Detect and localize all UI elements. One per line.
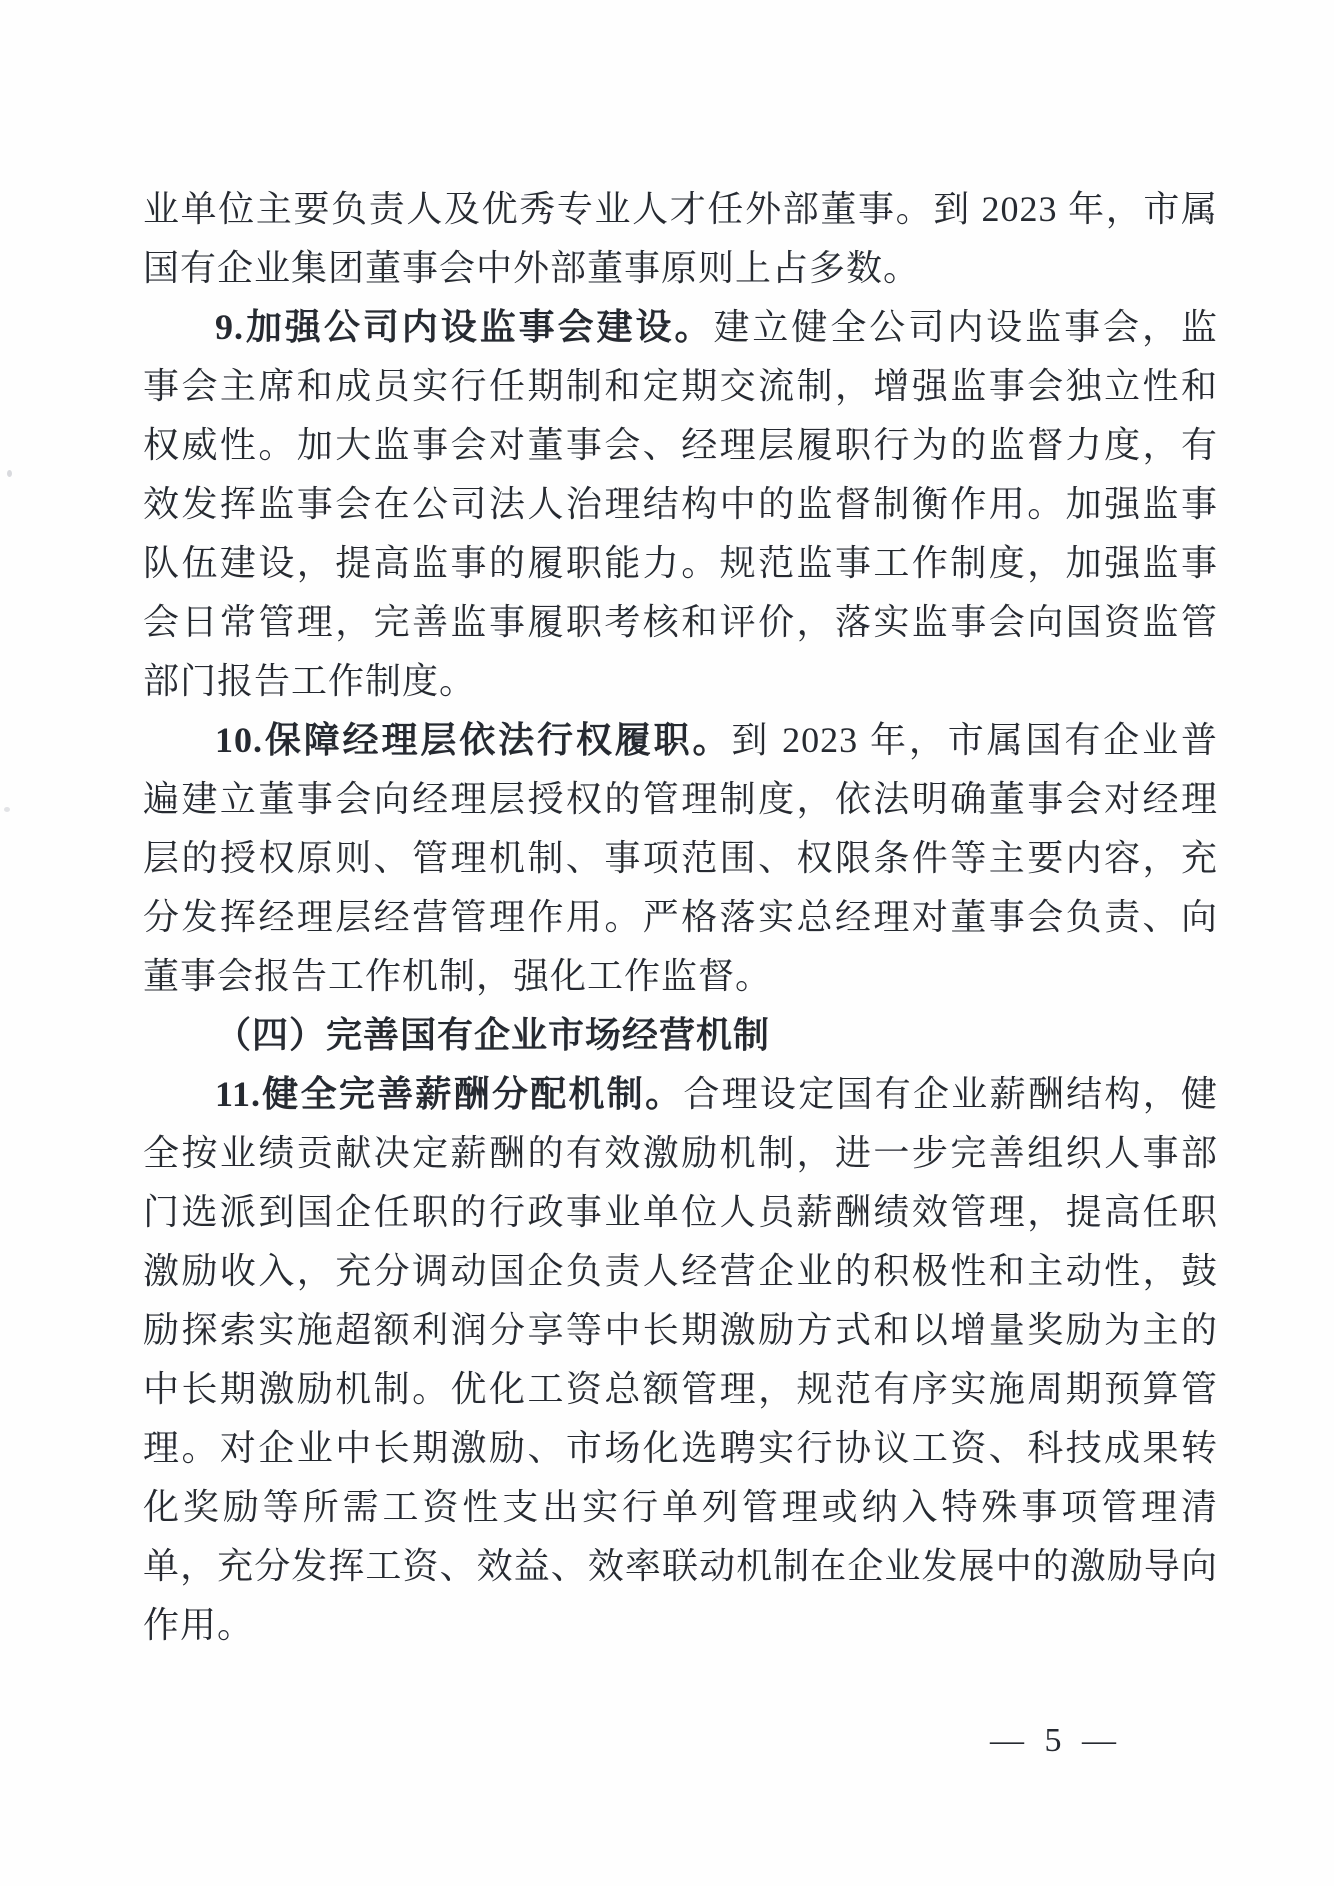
heading-text: （四）完善国有企业市场经营机制 (215, 1015, 771, 1055)
scan-artifact (4, 807, 10, 812)
heading-text: 11.健全完善薪酬分配机制。 (215, 1074, 684, 1114)
document-line (143, 475, 1218, 534)
document-line (143, 1124, 1218, 1183)
document-line (143, 711, 1218, 770)
body-text: 合理设定国有企业薪酬结构，健 (683, 1074, 1218, 1114)
body-text: 效发挥监事会在公司法人治理结构中的监督制衡作用。加强监事 (143, 484, 1218, 524)
body-text: 全按业绩贡献决定薪酬的有效激励机制，进一步完善组织人事部 (143, 1133, 1218, 1173)
body-text: 励探索实施超额利润分享等中长期激励方式和以增量奖励为主的 (143, 1310, 1218, 1350)
body-text: 董事会报告工作机制，强化工作监督。 (143, 956, 773, 996)
body-text: 业单位主要负责人及优秀专业人才任外部董事。到 2023 年，市属 (143, 189, 1218, 229)
body-text: 层的授权原则、管理机制、事项范围、权限条件等主要内容，充 (143, 838, 1218, 878)
body-text: 遍建立董事会向经理层授权的管理制度，依法明确董事会对经理 (143, 779, 1218, 819)
body-text: 事会主席和成员实行任期制和定期交流制，增强监事会独立性和 (143, 366, 1218, 406)
page-number: — 5 — (990, 1722, 1122, 1759)
document-line (143, 770, 1218, 829)
document-line (143, 1419, 1218, 1478)
body-text: 中长期激励机制。优化工资总额管理，规范有序实施周期预算管 (143, 1369, 1218, 1409)
body-text: 作用。 (143, 1605, 255, 1645)
body-text: 理。对企业中长期激励、市场化选聘实行协议工资、科技成果转 (143, 1428, 1218, 1468)
body-text: 门选派到国企任职的行政事业单位人员薪酬绩效管理，提高任职 (143, 1192, 1218, 1232)
document-line (143, 416, 1218, 475)
document-line (143, 652, 1218, 711)
body-text: 到 2023 年，市属国有企业普 (731, 720, 1218, 760)
body-text: 国有企业集团董事会中外部董事原则上占多数。 (143, 248, 921, 288)
document-line (143, 1242, 1218, 1301)
document-line (143, 1360, 1218, 1419)
heading-text: 10.保障经理层依法行权履职。 (215, 720, 732, 760)
heading-text: 9.加强公司内设监事会建设。 (215, 307, 714, 347)
document-body (143, 180, 1218, 1655)
document-line (143, 239, 1218, 298)
document-line (143, 534, 1218, 593)
document-line (143, 1537, 1218, 1596)
document-line (143, 1301, 1218, 1360)
document-line (143, 829, 1218, 888)
body-text: 部门报告工作制度。 (143, 661, 477, 701)
document-line (143, 1065, 1218, 1124)
body-text: 会日常管理，完善监事履职考核和评价，落实监事会向国资监管 (143, 602, 1218, 642)
document-line (143, 888, 1218, 947)
body-text: 单，充分发挥工资、效益、效率联动机制在企业发展中的激励导向 (143, 1546, 1218, 1586)
body-text: 建立健全公司内设监事会，监 (713, 307, 1218, 347)
scan-artifact (7, 470, 12, 477)
document-line (143, 1183, 1218, 1242)
body-text: 队伍建设，提高监事的履职能力。规范监事工作制度，加强监事 (143, 543, 1218, 583)
document-line (143, 180, 1218, 239)
body-text: 分发挥经理层经营管理作用。严格落实总经理对董事会负责、向 (143, 897, 1218, 937)
body-text: 化奖励等所需工资性支出实行单列管理或纳入特殊事项管理清 (143, 1487, 1218, 1527)
document-line (143, 357, 1218, 416)
body-text: 权威性。加大监事会对董事会、经理层履职行为的监督力度，有 (143, 425, 1218, 465)
document-line (143, 298, 1218, 357)
document-line (143, 1006, 1218, 1065)
document-line (143, 1596, 1218, 1655)
document-line (143, 947, 1218, 1006)
document-line (143, 1478, 1218, 1537)
body-text: 激励收入，充分调动国企负责人经营企业的积极性和主动性，鼓 (143, 1251, 1218, 1291)
document-line (143, 593, 1218, 652)
